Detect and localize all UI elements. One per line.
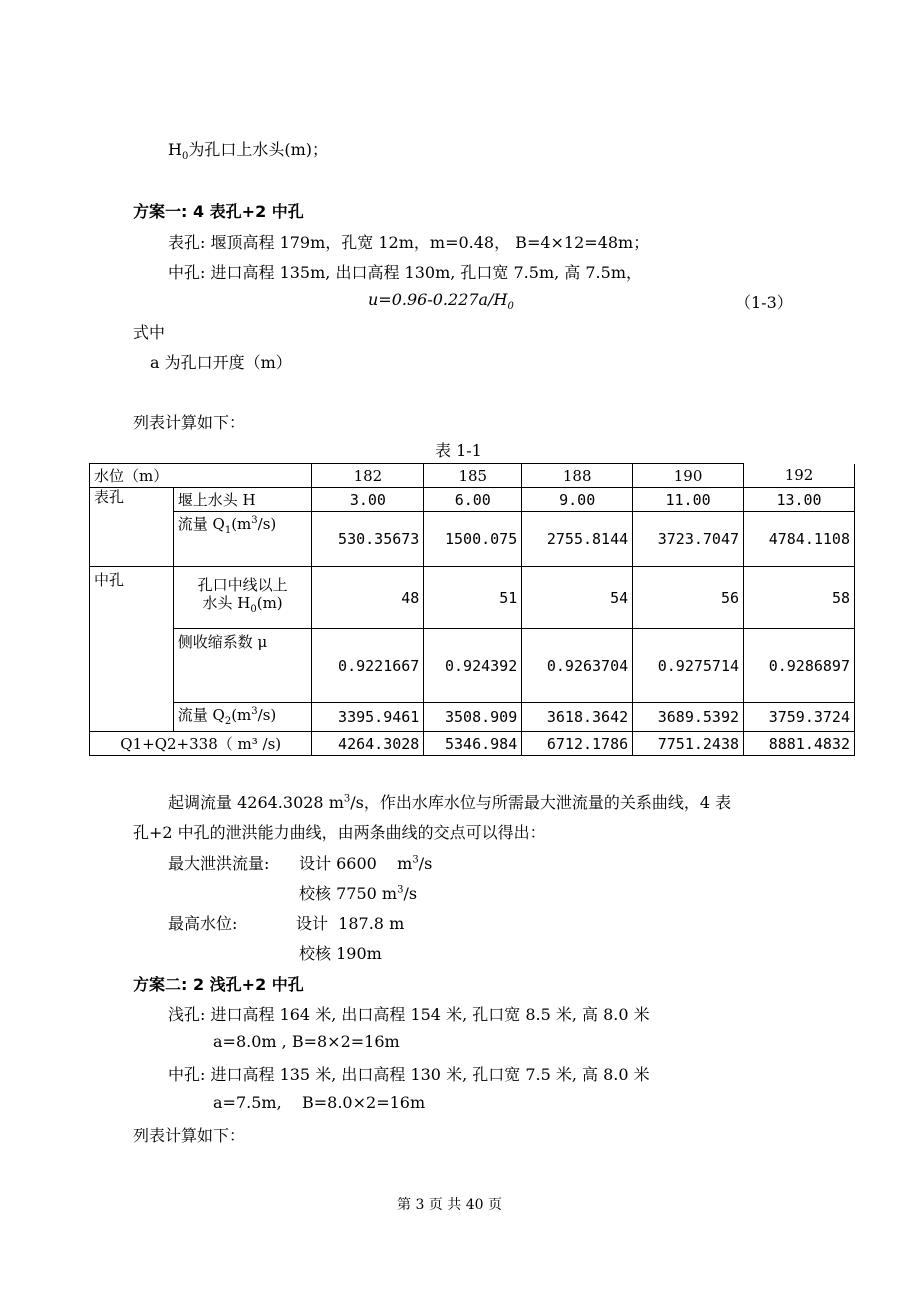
q1-cell: 4784.1108	[744, 512, 855, 567]
h0-cell: 54	[522, 567, 633, 629]
table-row	[90, 732, 855, 756]
head-cell: 11.00	[633, 488, 744, 512]
level-cell: 188	[522, 464, 633, 488]
table-row	[90, 488, 855, 512]
q1-cell: 3723.7047	[633, 512, 744, 567]
table-row	[90, 629, 855, 703]
total-cell: 4264.3028	[312, 732, 424, 756]
q1-cell: 1500.075	[424, 512, 522, 567]
total-label: Q1+Q2+338（ m³ /s)	[90, 732, 312, 756]
q1-cell: 530.35673	[312, 512, 424, 567]
h0-cell: 48	[312, 567, 424, 629]
mu-cell: 0.924392	[424, 629, 522, 703]
h0-cell: 56	[633, 567, 744, 629]
scheme1-middle-desc: 中孔: 进口高程 135m, 出口高程 130m, 孔口宽 7.5m, 高 7.5m，	[168, 263, 642, 282]
level-cell: 190	[633, 464, 744, 488]
level-cell: 182	[312, 464, 424, 488]
head-cell: 13.00	[744, 488, 855, 512]
head-cell: 9.00	[522, 488, 633, 512]
max-flow-check: 校核 7750 $m^3/s$	[299, 884, 418, 903]
total-cell: 7751.2438	[633, 732, 744, 756]
total-cell: 5346.984	[424, 732, 522, 756]
q2-cell: 3508.909	[424, 703, 522, 732]
scheme2-middle-desc: 中孔: 进口高程 135 米, 出口高程 130 米, 孔口宽 7.5 米, 高 8.0 米	[168, 1065, 650, 1084]
mu-cell: 0.9263704	[522, 629, 633, 703]
head-label: 堰上水头 H	[173, 488, 312, 512]
surface-hole-label: 表孔	[90, 488, 174, 567]
max-flow-label: 最大泄洪流量:	[168, 854, 270, 873]
result-line-1: 起调流量 4264.3028 $m^3/s$，作出水库水位与所需最大泄流量的关系曲线，4 表	[168, 793, 732, 812]
table-row	[90, 703, 855, 732]
list-calc-label-1: 列表计算如下：	[133, 413, 246, 432]
total-cell: 6712.1786	[522, 732, 633, 756]
max-level-design: 设计 187.8 m	[296, 914, 405, 933]
q2-cell: 3759.3724	[744, 703, 855, 732]
mu-cell: 0.9221667	[312, 629, 424, 703]
head-cell: 6.00	[424, 488, 522, 512]
h0-cell: 58	[744, 567, 855, 629]
table-row	[90, 567, 855, 629]
table-row	[90, 512, 855, 567]
scheme1-surface-desc: 表孔: 堰顶高程 179m，孔宽 12m，m=0.48， B=4×12=48m；	[168, 233, 650, 252]
calc-table	[89, 463, 855, 756]
scheme1-title: 方案一: 4 表孔+2 中孔	[133, 202, 304, 221]
formula-number: （1-3）	[735, 293, 793, 312]
formula: $u=0.96-0.227a/H_0$	[368, 290, 514, 313]
list-calc-label-2: 列表计算如下：	[133, 1126, 246, 1145]
middle-hole-label: 中孔	[90, 567, 174, 732]
scheme2-middle-a: a=7.5m, B=8.0×2=16m	[213, 1093, 426, 1112]
mu-cell: 0.9286897	[744, 629, 855, 703]
q2-cell: 3395.9461	[312, 703, 424, 732]
h0-label: 孔口中线以上 水头 $H_0(m)$	[173, 567, 312, 629]
level-cell: 185	[424, 464, 522, 488]
q1-cell: 2755.8144	[522, 512, 633, 567]
result-line-2: 孔+2 中孔的泄洪能力曲线，由两条曲线的交点可以得出：	[133, 823, 546, 842]
head-cell: 3.00	[312, 488, 424, 512]
q1-label: 流量 $Q_1(m^3/s)$	[173, 512, 312, 567]
q2-cell: 3618.3642	[522, 703, 633, 732]
h0-definition: $H_0$为孔口上水头(m)；	[168, 140, 328, 163]
a-definition: a 为孔口开度（m）	[150, 353, 292, 372]
max-level-check: 校核 190m	[299, 944, 382, 963]
table-caption: 表 1-1	[435, 441, 482, 460]
mu-cell: 0.9275714	[633, 629, 744, 703]
scheme2-shallow-desc: 浅孔: 进口高程 164 米, 出口高程 154 米, 孔口宽 8.5 米, 高 8.0 米	[168, 1005, 650, 1024]
level-cell: 192	[744, 464, 855, 488]
mu-label: 侧收缩系数 μ	[173, 629, 312, 703]
scheme2-shallow-a: a=8.0m , B=8×2=16m	[213, 1032, 400, 1051]
where-label: 式中	[133, 323, 166, 342]
h0-cell: 51	[424, 567, 522, 629]
page-footer: 第 3 页 共 40 页	[397, 1197, 502, 1213]
scheme2-title: 方案二: 2 浅孔+2 中孔	[133, 975, 304, 994]
water-level-header: 水位（m）	[90, 464, 312, 488]
q2-label: 流量 $Q_2(m^3/s)$	[173, 703, 312, 732]
q2-cell: 3689.5392	[633, 703, 744, 732]
max-flow-design: 设计 6600 $m^3/s$	[299, 854, 433, 873]
total-cell: 8881.4832	[744, 732, 855, 756]
table-row	[90, 464, 855, 488]
max-level-label: 最高水位:	[168, 914, 238, 933]
